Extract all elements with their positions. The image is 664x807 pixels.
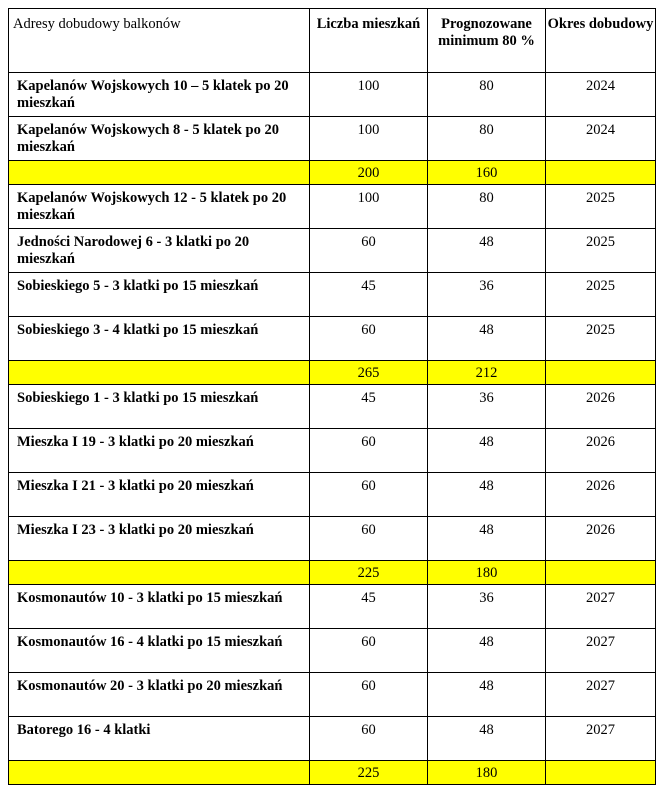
address-cell: Mieszka I 19 - 3 klatki po 20 mieszkań [9,429,310,473]
address-cell: Kapelanów Wojskowych 10 – 5 klatek po 20 mieszkań [9,73,310,117]
residents-cell: 100 [310,73,428,117]
forecast-cell: 36 [428,385,546,429]
residents-cell: 60 [310,629,428,673]
subtotal-residents: 225 [310,761,428,785]
forecast-cell: 36 [428,273,546,317]
table-row [9,73,656,117]
residents-cell: 60 [310,517,428,561]
subtotal-residents: 265 [310,361,428,385]
residents-cell: 60 [310,673,428,717]
residents-cell: 45 [310,385,428,429]
residents-cell: 60 [310,229,428,273]
residents-cell: 100 [310,185,428,229]
residents-cell: 60 [310,717,428,761]
subtotal-empty-cell [546,561,656,585]
table-row [9,517,656,561]
table-row [9,229,656,273]
period-cell: 2025 [546,185,656,229]
address-cell: Kosmonautów 20 - 3 klatki po 20 mieszkań [9,673,310,717]
period-cell: 2025 [546,317,656,361]
table-row [9,317,656,361]
forecast-cell: 80 [428,117,546,161]
subtotal-row [9,161,656,185]
period-cell: 2026 [546,517,656,561]
header-residents: Liczba mieszkań [310,9,428,73]
period-cell: 2025 [546,273,656,317]
header-address: Adresy dobudowy balkonów [9,9,310,73]
address-cell: Mieszka I 23 - 3 klatki po 20 mieszkań [9,517,310,561]
table-row [9,429,656,473]
residents-cell: 60 [310,317,428,361]
table-row [9,273,656,317]
table-row [9,185,656,229]
subtotal-row [9,761,656,785]
table-row [9,473,656,517]
address-cell: Kosmonautów 16 - 4 klatki po 15 mieszkań [9,629,310,673]
subtotal-forecast: 160 [428,161,546,185]
table-row [9,385,656,429]
subtotal-row [9,561,656,585]
period-cell: 2024 [546,73,656,117]
period-cell: 2027 [546,585,656,629]
forecast-cell: 48 [428,317,546,361]
subtotal-residents: 225 [310,561,428,585]
table-row [9,629,656,673]
address-cell: Kapelanów Wojskowych 8 - 5 klatek po 20 mieszkań [9,117,310,161]
forecast-cell: 80 [428,73,546,117]
residents-cell: 60 [310,429,428,473]
subtotal-empty-cell [9,761,310,785]
period-cell: 2026 [546,473,656,517]
subtotal-forecast: 180 [428,561,546,585]
subtotal-empty-cell [9,161,310,185]
residents-cell: 60 [310,473,428,517]
subtotal-empty-cell [9,561,310,585]
table-row [9,717,656,761]
subtotal-empty-cell [546,361,656,385]
residents-cell: 100 [310,117,428,161]
period-cell: 2026 [546,429,656,473]
table-row [9,673,656,717]
forecast-cell: 36 [428,585,546,629]
residents-cell: 45 [310,273,428,317]
table-row [9,585,656,629]
subtotal-forecast: 212 [428,361,546,385]
subtotal-forecast: 180 [428,761,546,785]
period-cell: 2026 [546,385,656,429]
forecast-cell: 48 [428,429,546,473]
forecast-cell: 80 [428,185,546,229]
forecast-cell: 48 [428,229,546,273]
residents-cell: 45 [310,585,428,629]
period-cell: 2025 [546,229,656,273]
subtotal-empty-cell [546,161,656,185]
forecast-cell: 48 [428,717,546,761]
address-cell: Mieszka I 21 - 3 klatki po 20 mieszkań [9,473,310,517]
table-header-row [9,9,656,73]
header-period: Okres dobudowy [546,9,656,73]
forecast-cell: 48 [428,473,546,517]
period-cell: 2024 [546,117,656,161]
forecast-cell: 48 [428,517,546,561]
address-cell: Kapelanów Wojskowych 12 - 5 klatek po 20 mieszkań [9,185,310,229]
address-cell: Batorego 16 - 4 klatki [9,717,310,761]
forecast-cell: 48 [428,673,546,717]
address-cell: Sobieskiego 3 - 4 klatki po 15 mieszkań [9,317,310,361]
address-cell: Jedności Narodowej 6 - 3 klatki po 20 mieszkań [9,229,310,273]
period-cell: 2027 [546,717,656,761]
address-cell: Sobieskiego 5 - 3 klatki po 15 mieszkań [9,273,310,317]
subtotal-empty-cell [546,761,656,785]
period-cell: 2027 [546,629,656,673]
subtotal-row [9,361,656,385]
balcony-schedule-table [8,8,656,785]
header-forecast: Prognozowane minimum 80 % [428,9,546,73]
subtotal-empty-cell [9,361,310,385]
subtotal-residents: 200 [310,161,428,185]
table-row [9,117,656,161]
address-cell: Kosmonautów 10 - 3 klatki po 15 mieszkań [9,585,310,629]
period-cell: 2027 [546,673,656,717]
forecast-cell: 48 [428,629,546,673]
address-cell: Sobieskiego 1 - 3 klatki po 15 mieszkań [9,385,310,429]
